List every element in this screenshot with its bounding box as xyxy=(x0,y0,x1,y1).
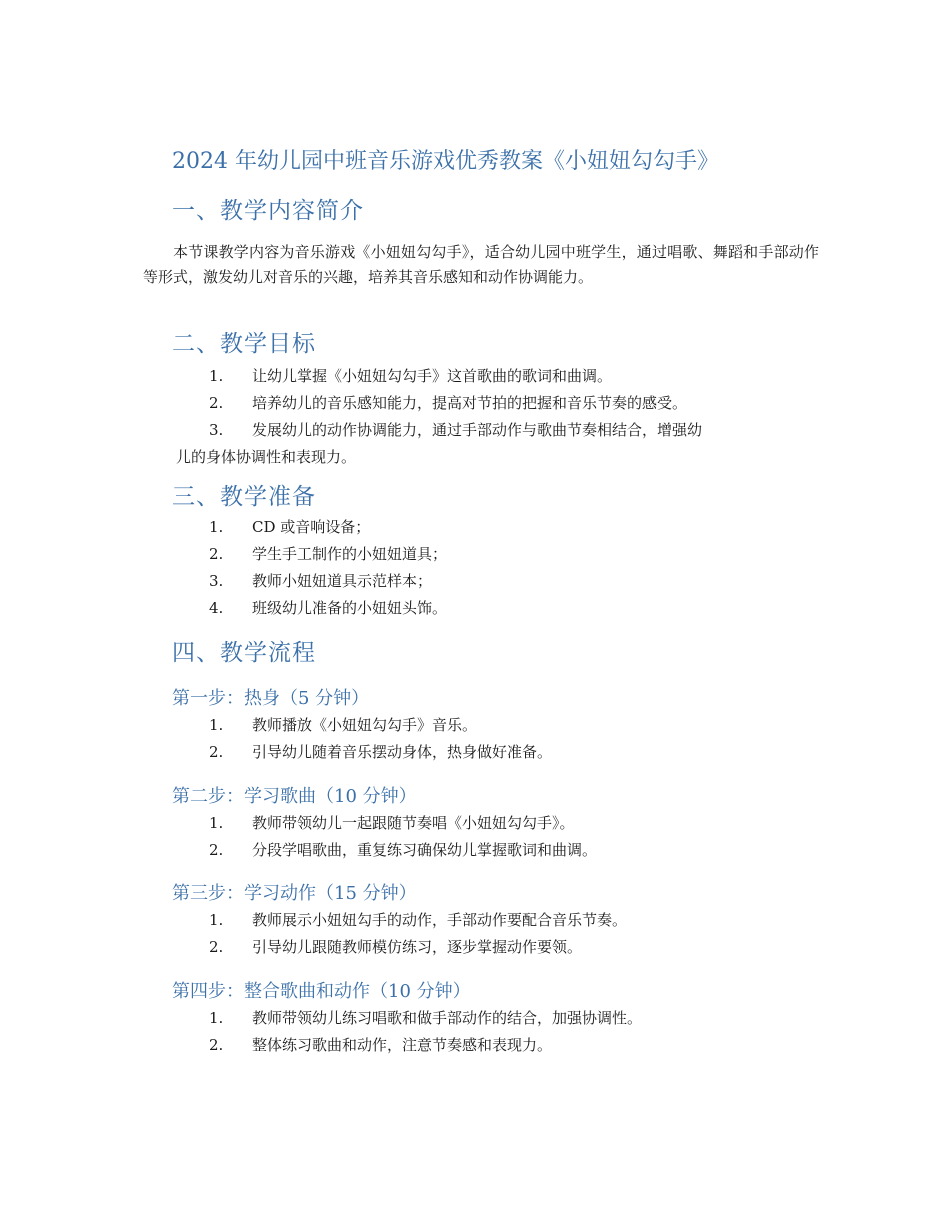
list-item-number: 1. xyxy=(209,367,224,385)
list-item xyxy=(172,907,818,934)
list-item-text: 教师带领幼儿练习唱歌和做手部动作的结合，加强协调性。 xyxy=(252,1009,643,1027)
step-2-list xyxy=(172,810,818,864)
list-item-number: 3. xyxy=(209,421,224,439)
section-heading-intro: 一、教学内容简介 xyxy=(172,198,364,224)
list-item xyxy=(172,837,818,864)
list-item xyxy=(172,712,818,739)
step-heading-2: 第二步：学习歌曲（10 分钟） xyxy=(172,786,417,807)
list-item xyxy=(172,417,818,471)
list-item-text: 分段学唱歌曲，重复练习确保幼儿掌握歌词和曲调。 xyxy=(252,841,598,859)
list-item xyxy=(172,595,818,622)
section-heading-prep: 三、教学准备 xyxy=(172,484,316,510)
list-item xyxy=(172,739,818,766)
section-heading-goals: 二、教学目标 xyxy=(172,331,316,357)
step-heading-4: 第四步：整合歌曲和动作（10 分钟） xyxy=(172,981,471,1002)
list-item-number: 1. xyxy=(209,518,224,536)
list-item-number: 1. xyxy=(209,1009,224,1027)
list-item-text: CD 或音响设备； xyxy=(252,518,371,536)
list-item-number: 2. xyxy=(209,394,224,412)
list-item-number: 1. xyxy=(209,911,224,929)
intro-paragraph: 本节课教学内容为音乐游戏《小妞妞勾勾手》，适合幼儿园中班学生，通过唱歌、舞蹈和手部动作等形式，激发幼儿对音乐的兴趣，培养其音乐感知和动作协调能力。 xyxy=(143,243,819,286)
list-item-number: 2. xyxy=(209,938,224,956)
step-heading-3: 第三步：学习动作（15 分钟） xyxy=(172,883,417,904)
list-item-text: 整体练习歌曲和动作，注意节奏感和表现力。 xyxy=(252,1036,553,1054)
list-item-number: 2. xyxy=(209,841,224,859)
section-heading-process: 四、教学流程 xyxy=(172,640,316,666)
list-item xyxy=(172,1032,818,1059)
list-item xyxy=(172,541,818,568)
list-item xyxy=(172,568,818,595)
step-4-list xyxy=(172,1005,818,1059)
list-item-text: 引导幼儿随着音乐摆动身体，热身做好准备。 xyxy=(252,743,553,761)
list-item xyxy=(172,810,818,837)
list-item xyxy=(172,390,818,417)
list-item-text: 培养幼儿的音乐感知能力，提高对节拍的把握和音乐节奏的感受。 xyxy=(252,394,688,412)
list-item-text: 教师小妞妞道具示范样本； xyxy=(252,572,433,590)
step-1-list xyxy=(172,712,818,766)
list-item xyxy=(172,363,818,390)
list-item-text: 教师展示小妞妞勾手的动作，手部动作要配合音乐节奏。 xyxy=(252,911,628,929)
list-item-number: 1. xyxy=(209,716,224,734)
step-heading-1: 第一步：热身（5 分钟） xyxy=(172,688,370,709)
list-item-text: 教师带领幼儿一起跟随节奏唱《小妞妞勾勾手》。 xyxy=(252,814,575,832)
list-item-text-continued: 儿的身体协调性和表现力。 xyxy=(176,448,357,466)
list-item-number: 1. xyxy=(209,814,224,832)
list-item-text: 教师播放《小妞妞勾勾手》音乐。 xyxy=(252,716,478,734)
list-item-text: 班级幼儿准备的小妞妞头饰。 xyxy=(252,599,448,617)
list-item xyxy=(172,934,818,961)
list-item-number: 2. xyxy=(209,545,224,563)
list-item-number: 2. xyxy=(209,743,224,761)
prep-list xyxy=(172,514,818,622)
list-item-text: 学生手工制作的小妞妞道具； xyxy=(252,545,448,563)
list-item-number: 3. xyxy=(209,572,224,590)
list-item-text: 发展幼儿的动作协调能力，通过手部动作与歌曲节奏相结合，增强幼 xyxy=(252,421,703,439)
goals-list xyxy=(172,363,818,471)
list-item xyxy=(172,514,818,541)
list-item xyxy=(172,1005,818,1032)
list-item-number: 2. xyxy=(209,1036,224,1054)
step-3-list xyxy=(172,907,818,961)
list-item-number: 4. xyxy=(209,599,224,617)
document-title: 2024 年幼儿园中班音乐游戏优秀教案《小妞妞勾勾手》 xyxy=(172,149,719,174)
list-item-text: 引导幼儿跟随教师模仿练习，逐步掌握动作要领。 xyxy=(252,938,583,956)
list-item-text: 让幼儿掌握《小妞妞勾勾手》这首歌曲的歌词和曲调。 xyxy=(252,367,613,385)
